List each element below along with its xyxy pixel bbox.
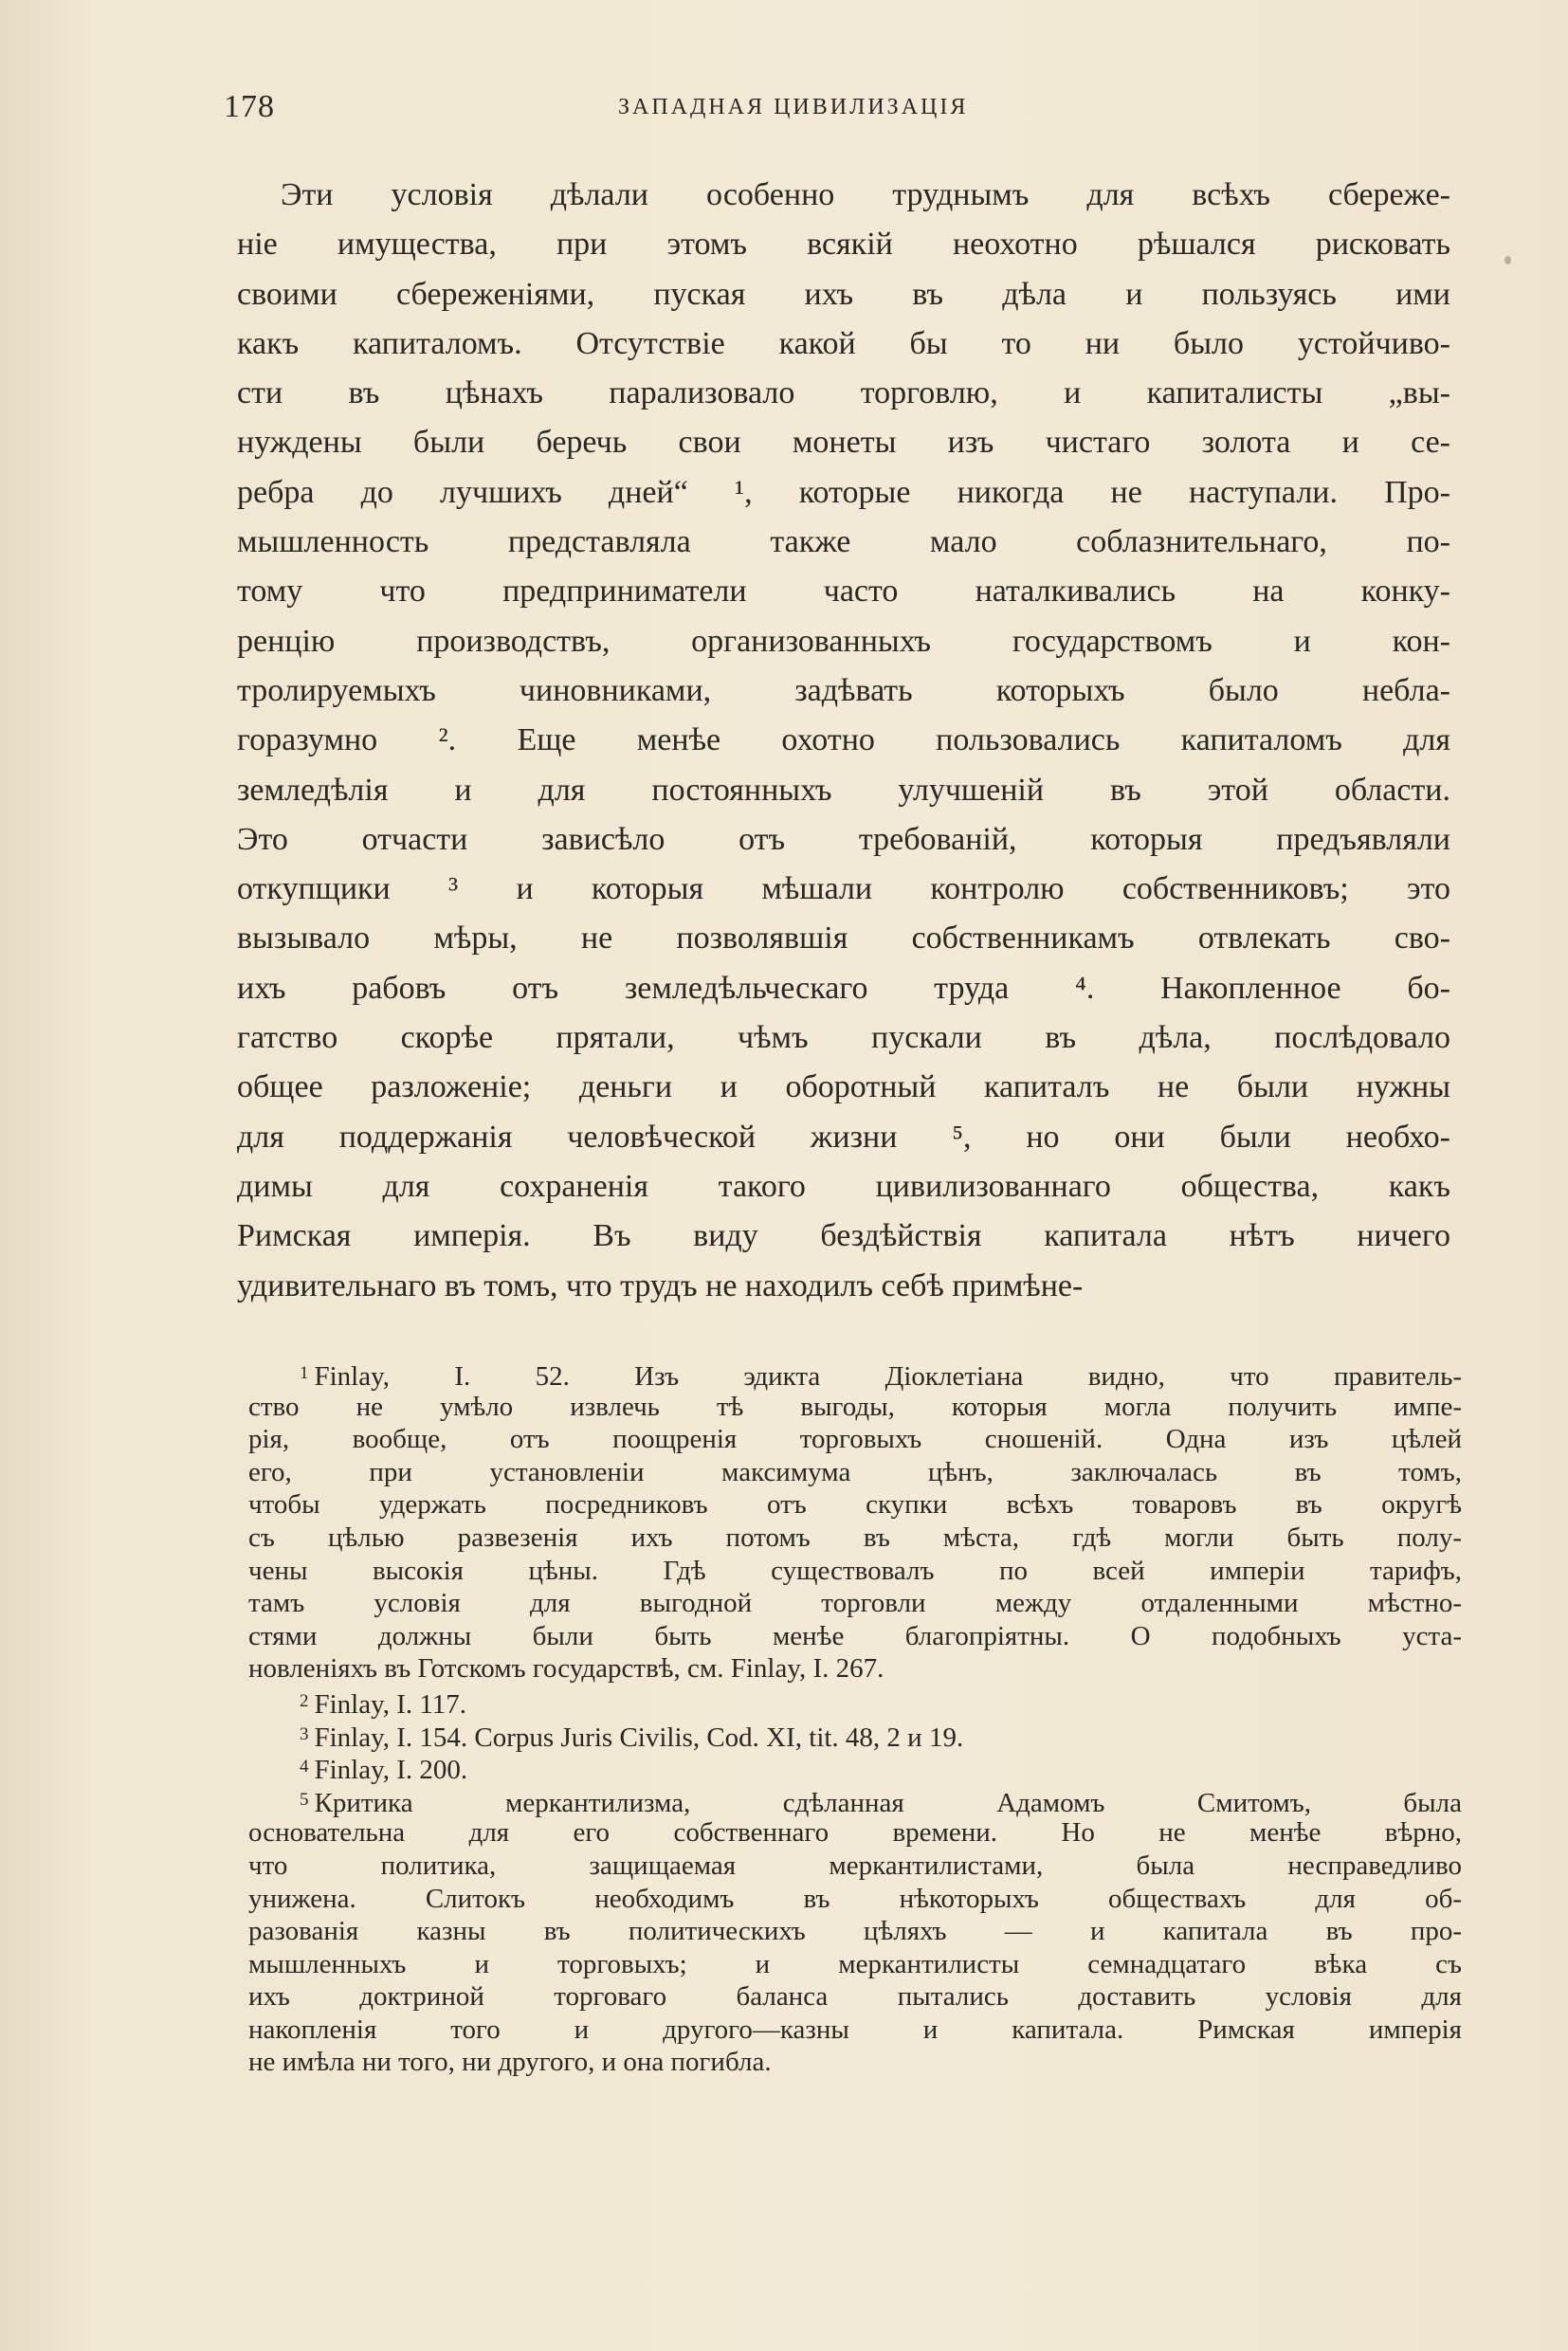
body-line: своими сбереженіями, пуская ихъ въ дѣла и пользуясь ими — [237, 276, 1450, 312]
body-text — [237, 171, 1450, 1311]
footnote-line — [248, 1883, 1462, 1916]
footnote-marker: 5 — [300, 1789, 309, 1810]
footnote-text: не имѣла ни того, ни другого, и она погибла. — [248, 2047, 772, 2078]
body-line: Это отчасти зависѣло отъ требованій, которыя предъявляли — [237, 821, 1450, 857]
paper-speck — [1504, 256, 1511, 264]
body-line: сти въ цѣнахъ парализовало торговлю, и капиталисты „вы- — [237, 375, 1450, 411]
footnote-line — [248, 2014, 1462, 2047]
body-line: удивительнаго въ томъ, что трудъ не находилъ себѣ примѣне- — [237, 1267, 1084, 1303]
footnote-text: тамъ условія для выгодной торговли между отдаленными мѣстно- — [248, 1588, 1462, 1619]
footnote-text: основательна для его собственнаго времени. Но не менѣе вѣрно, — [248, 1817, 1462, 1849]
footnote-marker: 3 — [300, 1723, 309, 1744]
footnote-text: стями должны были быть менѣе благопріятны. О подобныхъ уста- — [248, 1620, 1462, 1651]
footnote-text: съ цѣлью развезенія ихъ потомъ въ мѣста, гдѣ могли быть полу- — [248, 1522, 1462, 1553]
footnote-line — [248, 1915, 1462, 1948]
body-line: нуждены были беречь свои монеты изъ чистаго золота и се- — [237, 425, 1450, 461]
footnote-line — [248, 1423, 1462, 1456]
body-line: тролируемыхъ чиновниками, задѣвать которыхъ было небла- — [237, 672, 1450, 708]
body-line: тому что предприниматели часто наталкивались на конку- — [237, 574, 1450, 610]
body-line: Римская имперія. Въ виду бездѣйствія капитала нѣтъ ничего — [237, 1218, 1450, 1254]
page-header — [224, 89, 1475, 127]
footnote-line — [248, 1555, 1462, 1588]
footnote-line — [248, 1686, 1462, 1719]
body-line: горазумно ². Еще менѣе охотно пользовались капиталомъ для — [237, 722, 1450, 758]
footnote-line — [248, 1816, 1462, 1850]
body-line: мышленность представляла также мало соблазнительнаго, по- — [237, 524, 1450, 560]
body-line: какъ капиталомъ. Отсутствіе какой бы то ни было устойчиво- — [237, 325, 1450, 361]
footnote-text: чтобы удержать посредниковъ отъ скупки всѣхъ товаровъ въ округѣ — [248, 1489, 1462, 1521]
footnote-line — [248, 1850, 1462, 1883]
body-line: гатство скорѣе прятали, чѣмъ пускали въ дѣла, послѣдовало — [237, 1020, 1450, 1056]
footnote-line — [248, 1391, 1462, 1424]
footnote-line — [248, 1456, 1462, 1489]
footnote-line — [248, 1358, 1462, 1391]
footnote-text: Finlay, I. 154. Corpus Juris Civilis, Cod. XI, tit. 48, 2 и 19. — [314, 1722, 964, 1753]
body-line: димы для сохраненія такого цивилизованнаго общества, какъ — [237, 1168, 1450, 1204]
footnote-text: Finlay, I. 117. — [314, 1688, 467, 1720]
footnote-text: ство не умѣло извлечь тѣ выгоды, которыя могла получить импе- — [248, 1391, 1462, 1422]
footnote-text: что политика, защищаемая меркантилистами, была несправедливо — [248, 1850, 1462, 1881]
footnotes — [248, 1358, 1462, 2079]
body-line: земледѣлія и для постоянныхъ улучшеній въ этой области. — [237, 772, 1450, 808]
footnote-line — [248, 1751, 1462, 1784]
footnote-text: рія, вообще, отъ поощренія торговыхъ сношеній. Одна изъ цѣлей — [248, 1424, 1462, 1455]
footnote-text: Finlay, I. 200. — [314, 1755, 468, 1786]
footnote-text: разованія казны въ политическихъ цѣляхъ — и капитала въ про- — [248, 1916, 1462, 1947]
footnote-line — [248, 1980, 1462, 2014]
footnote-text: его, при установленіи максимума цѣнъ, заключалась въ томъ, — [248, 1456, 1462, 1487]
body-line: Эти условія дѣлали особенно труднымъ для всѣхъ сбереже- — [281, 177, 1450, 212]
page-number: 178 — [224, 89, 275, 124]
footnote-line — [248, 1784, 1462, 1817]
body-line: откупщики ³ и которыя мѣшали контролю собственниковъ; это — [237, 871, 1450, 907]
footnote-line — [248, 2046, 1462, 2079]
footnote-line — [248, 1587, 1462, 1620]
footnote-line — [248, 1488, 1462, 1522]
footnote-line — [248, 1522, 1462, 1555]
footnote-marker: 1 — [300, 1363, 309, 1383]
body-line: ребра до лучшихъ дней“ ¹, которые никогда не наступали. Про- — [237, 474, 1450, 510]
footnote-text: унижена. Слитокъ необходимъ въ нѣкоторыхъ обществахъ для об- — [248, 1883, 1462, 1914]
footnote-line — [248, 1652, 1462, 1686]
body-line: общее разложеніе; деньги и оборотный капиталъ не были нужны — [237, 1069, 1450, 1105]
body-line: ренцію производствъ, организованныхъ государствомъ и кон- — [237, 623, 1450, 659]
footnote-text: накопленія того и другого—казны и капитала. Римская имперія — [248, 2014, 1462, 2045]
body-line: для поддержанія человѣческой жизни ⁵, но они были необхо- — [237, 1119, 1450, 1155]
footnote-text: мышленныхъ и торговыхъ; и меркантилисты семнадцатаго вѣка съ — [248, 1948, 1462, 1979]
footnote-marker: 4 — [300, 1757, 309, 1777]
footnote-line — [248, 1719, 1462, 1752]
body-line: ніе имущества, при этомъ всякій неохотно рѣшался рисковать — [237, 227, 1450, 263]
footnote-line — [248, 1948, 1462, 1981]
footnote-text: чены высокія цѣны. Гдѣ существовалъ по всей имперіи тарифъ, — [248, 1555, 1462, 1586]
footnote-text: Finlay, I. 52. Изъ эдикта Діоклетіана видно, что правитель- — [314, 1361, 1462, 1392]
body-line: ихъ рабовъ отъ земледѣльческаго труда ⁴. Накопленное бо- — [237, 970, 1450, 1006]
footnote-text: новленіяхъ въ Готскомъ государствѣ, см. Finlay, I. 267. — [248, 1653, 884, 1685]
footnote-text: ихъ доктриной торговаго баланса пытались доставить условія для — [248, 1981, 1462, 2013]
footnote-text: Критика меркантилизма, сдѣланная Адамомъ Смитомъ, была — [314, 1787, 1462, 1818]
running-head: ЗАПАДНАЯ ЦИВИЛИЗАЦІЯ — [618, 95, 969, 119]
footnote-marker: 2 — [300, 1690, 309, 1711]
body-line: вызывало мѣры, не позволявшія собственникамъ отвлекать сво- — [237, 920, 1450, 957]
footnote-line — [248, 1620, 1462, 1653]
